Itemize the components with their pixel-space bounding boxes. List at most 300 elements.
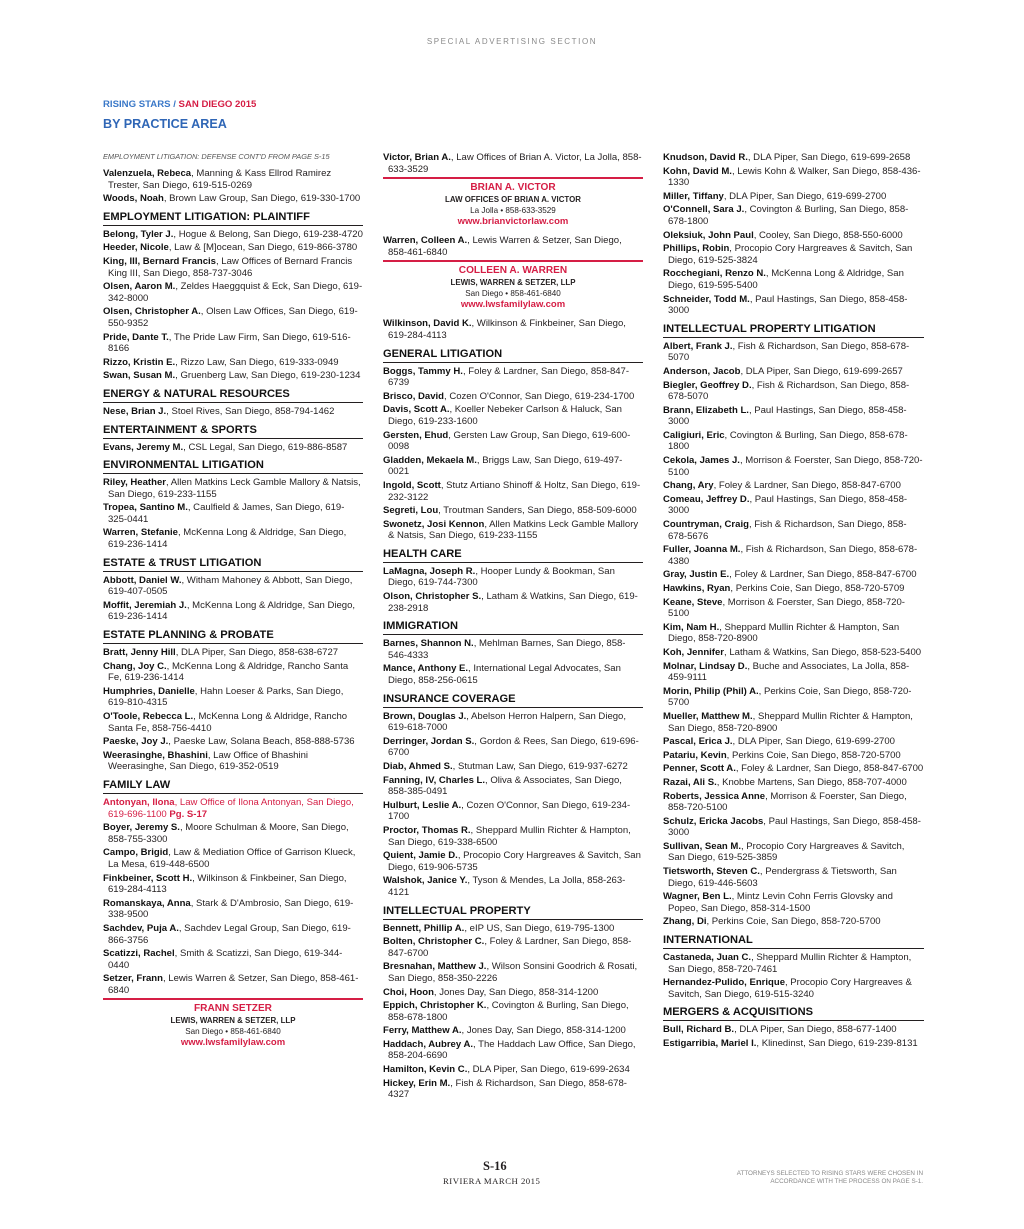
attorney-name: Boggs, Tammy H. [383,365,463,377]
attorney-name: Victor, Brian A. [383,152,451,163]
attorney-name: Anderson, Jacob [663,365,741,377]
attorney-details: , Morrison & Foerster, San Diego, 858-720-5100 [668,596,905,620]
attorney-entry [663,204,924,227]
attorney-details: , Sheppard Mullin Richter & Hampton, San Diego, 858-720-8900 [668,710,913,734]
attorney-entry [383,505,643,517]
attorney-entry [663,647,924,659]
attorney-entry [663,494,924,517]
attorney-details: , Foley & Lardner, San Diego, 858-847-6739 [388,365,630,389]
attorney-details: , McKenna Long & Aldridge, Rancho Santa Fe, 619-236-1414 [108,660,349,684]
attorney-entry [383,480,643,503]
ad-attorney-name: COLLEEN A. WARREN [458,265,568,277]
attorney-name: Fanning, IV, Charles L. [383,774,486,786]
attorney-entry [103,477,363,500]
ad-firm-name: LAW OFFICES OF BRIAN A. VICTOR [445,195,581,205]
attorney-entry [103,736,363,748]
attorney-entry [383,430,643,453]
attorney-name: Morin, Philip (Phil) A. [663,685,759,697]
attorney-name: Comeau, Jeffrey D. [663,493,750,505]
attorney-entry [103,575,363,598]
attorney-entry [383,1039,643,1062]
series-label [103,99,256,110]
attorney-name: Pascal, Erica J. [663,736,733,748]
attorney-entry [383,152,643,175]
attorney-entry [663,268,924,291]
attorney-entry [383,663,643,686]
attorney-entry [103,281,363,304]
attorney-details: , Wilson Sonsini Goodrich & Rosati, San Diego, 858-350-2226 [388,961,638,984]
attorney-entry [383,566,643,589]
attorney-details: , Allen Matkins Leck Gamble Mallory & Natsis, San Diego, 619-233-1155 [108,477,361,500]
ad-location-phone: La Jolla • 858-633-3529 [470,206,556,216]
attorney-details: , Abelson Herron Halpern, San Diego, 619-618-7000 [388,710,627,734]
attorney-name: Estigarribia, Mariel I. [663,1038,757,1049]
attorney-entry [103,306,363,329]
attorney-entry [383,391,643,403]
attorney-name: Chang, Ary [663,480,714,492]
attorney-details: , Rizzo Law, San Diego, 619-333-0949 [175,356,339,368]
attorney-name: Campo, Brigid [103,847,169,859]
attorney-details: , Manning & Kass Ellrod Ramirez Trester, San Diego, 619-515-0269 [108,168,332,191]
series-slash: / [173,99,176,110]
attorney-details: , DLA Piper, San Diego, 858-638-6727 [175,647,339,659]
attorney-name: Olson, Christopher S. [383,591,482,603]
attorney-entry [663,686,924,709]
attorney-details: , DLA Piper, San Diego, 619-699-2700 [732,736,895,748]
attorney-entry [663,711,924,734]
attorney-name: Swonetz, Josi Kennon [383,518,485,530]
attorney-name: O'Connell, Sara J. [663,204,745,216]
attorney-name: Hamilton, Kevin C. [383,1064,468,1076]
attorney-entry [663,230,924,242]
attorney-entry [383,987,643,999]
attorney-name: Diab, Ahmed S. [383,761,453,772]
attorney-entry [663,430,924,453]
attorney-entry [103,822,363,845]
practice-area-heading: EMPLOYMENT LITIGATION: PLAINTIFF [103,211,363,226]
attorney-entry [663,294,924,317]
attorney-details: , The Pride Law Firm, San Diego, 619-516-8166 [108,331,351,355]
ad-attorney-name: FRANN SETZER [194,1003,272,1015]
ad-attorney-name: BRIAN A. VICTOR [470,182,556,194]
attorney-details: , Perkins Coie, San Diego, 858-720-5700 [706,916,881,928]
attorney-name: Bull, Richard B. [663,1024,735,1036]
attorney-details: , Foley & Lardner, San Diego, 858-847-6700 [713,480,901,492]
attorney-details: , Paul Hastings, San Diego, 858-458-3000 [668,404,907,428]
attorney-details: , Gruenberg Law, San Diego, 619-230-1234 [175,370,361,382]
attorney-details: , Law Offices of Brian A. Victor, La Jolla, 858-633-3529 [388,152,642,175]
directory-column-1 [103,152,363,1056]
attorney-name: Sullivan, Sean M. [663,840,741,852]
attorney-entry [103,923,363,946]
attorney-entry [663,366,924,378]
attorney-name: Eppich, Christopher K. [383,1000,487,1012]
attorney-entry [663,480,924,492]
attorney-name: Keane, Steve [663,596,723,608]
attorney-name: Rizzo, Kristin E. [103,356,176,368]
attorney-details: , Law Office of Ilona Antonyan, San Diego, 619-696-1100 [108,796,354,820]
attorney-details: , Troutman Sanders, San Diego, 858-509-6000 [438,505,637,517]
attorney-name: King, III, Bernard Francis [103,255,216,267]
attorney-details: , Gersten Law Group, San Diego, 619-600-0098 [388,429,631,453]
attorney-name: Cekola, James J. [663,455,740,467]
attorney-name: Brisco, David [383,390,445,402]
series-name: RISING STARS [103,99,171,110]
attorney-entry [103,502,363,525]
attorney-details: , Mehlman Barnes, San Diego, 858-546-4333 [388,638,626,661]
attorney-name: Chang, Joy C. [103,660,167,672]
attorney-name: Setzer, Frann [103,973,163,985]
practice-area-heading: ESTATE PLANNING & PROBATE [103,629,363,644]
attorney-details: , Law Offices of Bernard Francis King III, San Diego, 858-737-3046 [108,255,353,279]
attorney-entry [383,455,643,478]
attorney-details: , Sheppard Mullin Richter & Hampton, San Diego, 858-720-8900 [668,621,900,645]
attorney-name: Fuller, Joanna M. [663,544,741,556]
attorney-details: , Procopio Cory Hargreaves & Savitch, San Diego, 619-525-3824 [668,243,913,266]
attorney-name: Ferry, Matthew A. [383,1025,462,1037]
page-number: S-16 [483,1159,507,1173]
attorney-details: , Lewis Warren & Setzer, San Diego, 858-461-6840 [108,973,359,996]
attorney-entry [663,622,924,645]
attorney-entry [663,1024,924,1036]
ad-website-link[interactable]: www.lwsfamilylaw.com [180,1037,286,1049]
attorney-entry [103,193,363,205]
attorney-name: O'Toole, Rebecca L. [103,711,194,722]
attorney-details: , Koeller Nebeker Carlson & Haluck, San Diego, 619-233-1600 [388,404,622,427]
attorney-details: , Law Office of Bhashini Weerasinghe, San Diego, 619-352-0519 [108,749,308,773]
attorney-entry [663,866,924,889]
attorney-name: Mance, Anthony E. [383,663,469,675]
attorney-name: Gray, Justin E. [663,569,730,581]
attorney-entry [103,168,363,191]
attorney-details: , Sheppard Mullin Richter & Hampton, San Diego, 619-338-6500 [388,824,631,848]
attorney-entry [383,519,643,542]
attorney-entry [663,519,924,542]
directory-column-2 [383,152,643,1103]
attorney-details: , Stoel Rives, San Diego, 858-794-1462 [166,405,335,417]
advertising-band: SPECIAL ADVERTISING SECTION [426,37,598,46]
attorney-entry [103,847,363,870]
attorney-name: Wagner, Ben L. [663,891,732,903]
attorney-name: Miller, Tiffany [663,190,724,202]
attorney-details: , McKenna Long & Aldridge, Rancho Santa Fe, 858-756-4410 [108,711,348,734]
attorney-entry [663,166,924,189]
attorney-details: , International Legal Advocates, San Diego, 858-256-0615 [388,663,621,687]
attorney-details: , Procopio Cory Hargreaves & Savitch, San Diego, 619-515-3240 [668,977,912,1000]
attorney-entry [103,332,363,355]
attorney-name: Bolten, Christopher C. [383,936,485,948]
attorney-details: , Jones Day, San Diego, 858-314-1200 [433,986,599,998]
attorney-entry [103,647,363,659]
attorney-details: , Fish & Richardson, San Diego, 858-678-5070 [668,379,910,403]
attorney-entry [663,455,924,478]
attorney-name: Wilkinson, David K. [383,318,472,330]
attorney-details: , Fish & Richardson, San Diego, 858-678-5070 [668,340,910,364]
attorney-entry [383,1064,643,1076]
attorney-details: , Olsen Law Offices, San Diego, 619-550-9352 [108,306,358,329]
attorney-details: , Covington & Burling, San Diego, 858-678-1800 [388,1000,629,1023]
attorney-entry [383,404,643,427]
attorney-name: Gersten, Ehud [383,429,449,441]
attorney-name: Brann, Elizabeth L. [663,404,749,416]
attorney-entry [103,442,363,454]
attorney-entry [663,777,924,789]
attorney-entry [663,977,924,1000]
attorney-entry [103,229,363,241]
practice-area-heading: FAMILY LAW [103,779,363,794]
attorney-entry [383,961,643,984]
attorney-details: , Jones Day, San Diego, 858-314-1200 [461,1025,626,1037]
selection-note: ATTORNEYS SELECTED TO RISING STARS WERE CHOSEN IN ACCORDANCE WITH THE PROCESS ON PAGE S-1. [736,1170,923,1185]
attorney-details: , Stutman Law, San Diego, 619-937-6272 [452,761,628,772]
attorney-name: Phillips, Robin [663,243,730,255]
attorney-name: Molnar, Lindsay D. [663,660,748,672]
attorney-details: , McKenna Long & Aldridge, San Diego, 619-236-1414 [108,599,356,623]
attorney-entry [663,736,924,748]
attorney-details: , Caulfield & James, San Diego, 619-325-0441 [108,502,345,525]
attorney-entry [103,686,363,709]
attorney-name: Valenzuela, Rebeca [103,168,192,179]
practice-area-heading: MERGERS & ACQUISITIONS [663,1006,924,1021]
magazine-footer: RIVIERA MARCH 2015 [443,1176,541,1186]
attorney-name: Woods, Noah [103,193,164,205]
attorney-details: , DLA Piper, San Diego, 619-699-2657 [740,365,903,377]
attorney-details: , Wilkinson & Finkbeiner, San Diego, 619-284-4113 [388,318,626,341]
attorney-name: Roberts, Jessica Anne [663,790,766,802]
attorney-entry [103,973,363,996]
attorney-entry [663,191,924,203]
attorney-name: Quient, Jamie D. [383,850,458,862]
page-reference: Pg. S-17 [169,808,208,820]
attorney-details: , Procopio Cory Hargreaves & Savitch, San Diego, 619-525-3859 [668,840,905,864]
attorney-name: Olsen, Aaron M. [103,281,176,293]
attorney-name: Boyer, Jeremy S. [103,822,180,834]
attorney-entry [383,825,643,848]
attorney-entry [383,800,643,823]
attorney-entry [663,816,924,839]
attorney-name: Patariu, Kevin [663,749,727,761]
attorney-details: , Mintz Levin Cohn Ferris Glovsky and Popeo, San Diego, 858-314-1500 [668,891,893,914]
attorney-name: Bresnahan, Matthew J. [383,961,487,973]
attorney-details: , Klinedinst, San Diego, 619-239-8131 [756,1038,918,1049]
attorney-name: Hickey, Erin M. [383,1077,451,1089]
attorney-details: , Allen Matkins Leck Gamble Mallory & Natsis, San Diego, 619-233-1155 [388,518,639,542]
attorney-name: Olsen, Christopher A. [103,306,201,318]
attorney-name: Moffit, Jeremiah J. [103,599,187,611]
attorney-name: Hernandez-Pulido, Enrique [663,977,785,989]
practice-area-heading: ESTATE & TRUST LITIGATION [103,557,363,572]
attorney-name: Rocchegiani, Renzo N. [663,268,766,280]
practice-area-heading: ENERGY & NATURAL RESOURCES [103,388,363,403]
attorney-name: Weerasinghe, Bhashini [103,749,208,761]
attorney-details: , Smith & Scatizzi, San Diego, 619-344-0440 [108,948,343,971]
attorney-name: Biegler, Geoffrey D. [663,379,752,391]
attorney-details: , Stark & D'Ambrosio, San Diego, 619-338-9500 [108,897,354,921]
attorney-name: Swan, Susan M. [103,370,176,382]
attorney-name: Paeske, Joy J. [103,736,169,748]
attorney-details: , Law & [M]ocean, San Diego, 619-866-3780 [168,242,358,254]
attorney-details: , DLA Piper, San Diego, 619-699-2658 [747,152,911,163]
attorney-name: Pride, Dante T. [103,331,169,343]
attorney-name: Proctor, Thomas R. [383,824,471,836]
attorney-entry [103,357,363,369]
attorney-details: , Buche and Associates, La Jolla, 858-459-9111 [668,660,910,684]
attorney-details: , The Haddach Law Office, San Diego, 858-204-6690 [388,1038,636,1062]
attorney-name: Koh, Jennifer [663,646,725,658]
attorney-details: , Fish & Richardson, San Diego, 858-678-4327 [388,1077,627,1101]
attorney-name: Warren, Colleen A. [383,235,468,247]
practice-area-heading: HEALTH CARE [383,548,643,563]
attorney-entry [383,936,643,959]
attorney-entry [383,711,643,734]
attorney-name: LaMagna, Joseph R. [383,565,476,577]
attorney-entry [383,318,643,341]
attorney-name: Oleksiuk, John Paul [663,229,754,241]
attorney-entry [383,235,643,258]
attorney-name: Warren, Stefanie [103,527,178,539]
attorney-details: , Latham & Watkins, San Diego, 858-523-5400 [724,646,922,658]
attorney-details: , DLA Piper, San Diego, 619-699-2634 [467,1064,630,1076]
attorney-entry [103,600,363,623]
ad-location-phone: San Diego • 858-461-6840 [185,1027,281,1037]
attorney-name: Ingold, Scott [383,479,441,491]
attorney-entry [663,763,924,775]
attorney-name: Kohn, David M. [663,165,732,177]
attorney-entry [383,775,643,798]
attorney-name: Schulz, Ericka Jacobs [663,815,764,827]
attorney-details: , Foley & Lardner, San Diego, 858-847-6700 [735,763,924,775]
series-city: SAN DIEGO 2015 [178,99,257,110]
attorney-entry [383,591,643,614]
attorney-entry [663,1038,924,1050]
attorney-details: , Lewis Warren & Setzer, San Diego, 858-461-6840 [388,235,622,258]
attorney-details: , Hogue & Belong, San Diego, 619-238-4720 [173,228,363,240]
attorney-name: Nese, Brian J. [103,405,167,417]
attorney-entry [663,661,924,684]
attorney-name: Derringer, Jordan S. [383,735,475,747]
attorney-details: , Procopio Cory Hargreaves & Savitch, San Diego, 619-906-5735 [388,850,641,873]
attorney-details: , Cozen O'Connor, San Diego, 619-234-1700 [388,799,631,823]
attorney-ad-box [383,177,643,228]
attorney-details: , Paul Hastings, San Diego, 858-458-3000 [668,293,908,317]
attorney-name: Brown, Douglas J. [383,710,467,722]
attorney-ad-box [103,998,363,1049]
attorney-entry [663,916,924,928]
attorney-entry [663,597,924,620]
attorney-details: , DLA Piper, San Diego, 619-699-2700 [723,190,887,202]
attorney-entry [383,923,643,935]
attorney-name: Razai, Ali S. [663,776,717,788]
attorney-details: , Perkins Coie, San Diego, 858-720-5709 [730,583,905,594]
attorney-name: Schneider, Todd M. [663,293,750,305]
attorney-entry [103,242,363,254]
attorney-entry [383,850,643,873]
attorney-name: Bratt, Jenny Hill [103,647,176,659]
attorney-name: Riley, Heather [103,477,166,489]
attorney-details: , Cozen O'Connor, San Diego, 619-234-1700 [444,390,635,402]
ad-website-link[interactable]: www.lwsfamilylaw.com [460,299,566,311]
practice-area-heading: INTELLECTUAL PROPERTY LITIGATION [663,323,924,338]
attorney-details: , Cooley, San Diego, 858-550-6000 [753,229,903,241]
attorney-name: Mueller, Matthew M. [663,710,753,722]
attorney-name: Walshok, Janice Y. [383,875,468,887]
attorney-entry [663,952,924,975]
attorney-details: , eIP US, San Diego, 619-795-1300 [464,922,615,934]
attorney-details: , Hahn Loeser & Parks, San Diego, 619-810-4315 [108,685,344,709]
attorney-entry [663,569,924,581]
attorney-name: Abbott, Daniel W. [103,574,182,586]
practice-area-heading: ENVIRONMENTAL LITIGATION [103,459,363,474]
attorney-name: Bennett, Phillip A. [383,922,465,934]
attorney-details: , Latham & Watkins, San Diego, 619-238-2918 [388,591,638,614]
attorney-details: , Morrison & Foerster, San Diego, 858-720-5100 [668,455,923,478]
attorney-entry [383,1000,643,1023]
attorney-name: Countryman, Craig [663,519,749,531]
ad-website-link[interactable]: www.brianvictorlaw.com [457,216,569,228]
attorney-details: , Pendergrass & Tietsworth, San Diego, 619-446-5603 [668,866,897,889]
attorney-details: , Lewis Kohn & Walker, San Diego, 858-436-1330 [668,165,921,189]
attorney-entry [103,711,363,734]
practice-area-heading: ENTERTAINMENT & SPORTS [103,424,363,439]
attorney-details: , Law & Mediation Office of Garrison Klueck, La Mesa, 619-448-6500 [108,847,356,870]
attorney-details: , Foley & Lardner, San Diego, 858-847-6700 [729,569,917,581]
attorney-details: , Wilkinson & Finkbeiner, San Diego, 619-284-4113 [108,872,347,896]
attorney-entry [103,370,363,382]
attorney-entry [663,750,924,762]
attorney-name: Tietsworth, Steven C. [663,866,760,878]
attorney-name: Antonyan, Ilona [103,796,175,808]
attorney-details: , Perkins Coie, San Diego, 858-720-5700 [668,685,912,709]
attorney-name: Hulburt, Leslie A. [383,799,462,811]
attorney-name: Scatizzi, Rachel [103,948,175,960]
attorney-name: Finkbeiner, Scott H. [103,872,193,884]
attorney-entry [103,898,363,921]
attorney-details: , Knobbe Martens, San Diego, 858-707-4000 [716,776,907,788]
attorney-entry [663,891,924,914]
practice-area-heading: GENERAL LITIGATION [383,348,643,363]
attorney-entry [383,1025,643,1037]
attorney-entry [103,527,363,550]
attorney-entry [383,366,643,389]
attorney-name: Belong, Tyler J. [103,228,174,240]
attorney-entry [103,750,363,773]
continued-note: EMPLOYMENT LITIGATION: DEFENSE CONT'D FROM PAGE S-15 [103,152,330,161]
attorney-name: Romanskaya, Anna [103,897,191,909]
attorney-details: , Stutz Artiano Shinoff & Holtz, San Diego, 619-232-3122 [388,479,641,503]
attorney-entry [103,256,363,279]
attorney-entry [383,736,643,759]
attorney-entry [103,406,363,418]
attorney-name: Gladden, Mekaela M. [383,454,477,466]
attorney-name: Hawkins, Ryan [663,583,731,594]
ad-firm-name: LEWIS, WARREN & SETZER, LLP [450,278,576,288]
attorney-entry [663,341,924,364]
attorney-name: Albert, Frank J. [663,340,733,352]
page-title: BY PRACTICE AREA [103,117,227,131]
attorney-entry [383,638,643,661]
attorney-name: Haddach, Aubrey A. [383,1038,474,1050]
attorney-entry [103,948,363,971]
attorney-entry [663,841,924,864]
attorney-details: , Covington & Burling, San Diego, 858-678-1800 [668,204,909,227]
attorney-details: , Paeske Law, Solana Beach, 858-888-5736 [168,736,355,748]
attorney-entry [383,1078,643,1101]
attorney-entry [663,405,924,428]
attorney-name: Kim, Nam H. [663,621,720,633]
attorney-details: , McKenna Long & Aldridge, San Diego, 619-236-1414 [108,527,347,551]
attorney-name: Tropea, Santino M. [103,502,188,514]
attorney-name: Penner, Scott A. [663,763,736,775]
